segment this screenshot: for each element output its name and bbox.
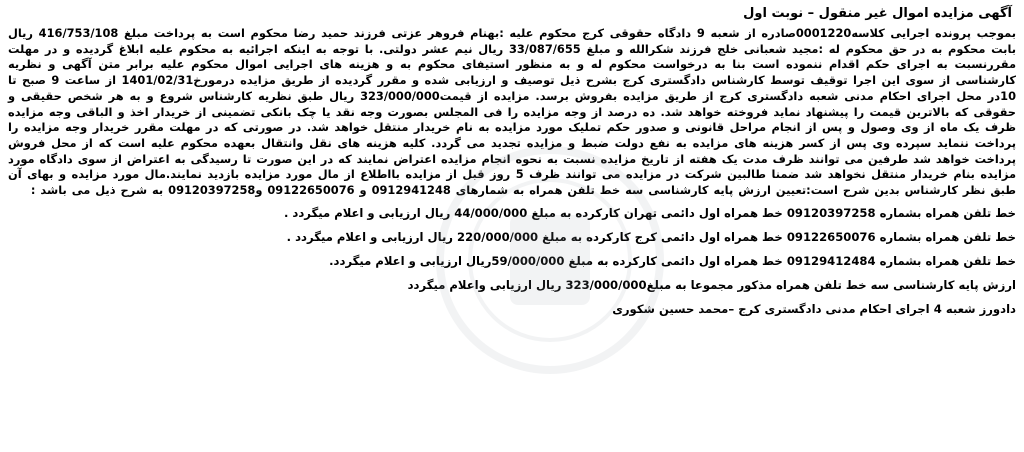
auction-notice: [8, 4, 1016, 448]
phone-lines-list: [8, 205, 1016, 293]
list-item: خط تلفن همراه بشماره 09120397258 خط همراه اول دائمی تهران کارکرده به مبلغ 44/000/000 ریال ارزیابی و اعلام میگردد .: [283, 205, 1016, 220]
list-item: خط تلفن همراه بشماره 09129412484 خط همراه اول دائمی کارکرده به مبلغ 59/000/000ریال ارزیابی و اعلام میگردد.: [329, 253, 1016, 268]
list-item: خط تلفن همراه بشماره 09122650076 خط همراه اول دائمی کرج کارکرده به مبلغ 220/000/000 ریال ارزیابی و اعلام میگردد .: [286, 229, 1016, 244]
notice-signature: دادورز شعبه 4 اجرای احکام مدنی دادگستری کرج –محمد حسین شکوری: [612, 301, 1016, 316]
notice-title: آگهی مزایده اموال غیر منقول – نوبت اول: [743, 6, 1012, 21]
notice-body: بموجب پرونده اجرایی کلاسه0001220صادره از شعبه 9 دادگاه حقوقی کرج محکوم علیه :بهنام فروهر عزتی فرزند حمید رضا محکوم است به پرداخت مبلغ 416/753/108 ریال بابت محکوم به در حق محکوم له :مجید شعبانی خلج فرزند شکرالله و مبلغ 33/087/655 ریال نیم عشر دولتی. با توجه به اینکه اجرائیه به محکوم علیه ابلاغ گردیده و در مهلت مقررنسبت به اجرای حکم اقدام ننموده است بنا به درخواست محکوم له و به منظور استیفای محکوم به و هزینه های اجرایی اموال محکوم علیه برابر متن آگهی و نظریه کارشناسی از سوی این اجرا توقیف توسط کارشناس دادگستری کرج بشرح ذیل توصیف و ارزیابی شده و مقرر گردیده از طریق مزایده درمورخ1401/02/31 از ساعت 9 صبح تا 10در محل اجرای احکام مدنی شعبه دادگستری کرج از طریق مزایده بفروش برسد. مزایده از قیمت323/000/000 ریال طبق نظریه کارشناس شروع و به هر شخص حقیقی و حقوقی که بالاترین قیمت را پیشنهاد نماید فروخته خواهد شد. ده درصد از وجه مزایده را فی المجلس بصورت وجه نقد یا چک بانکی تضمینی از خریدار اخذ و الباقی وجه مزایده ظرف یک ماه از وی وصول و پس از انجام مراحل قانونی و صدور حکم تملیک مورد مزایده به نام خریدار منتقل خواهد شد. در صورتی که در مهلت مقرر خریدار وجه مزایده را پرداخت ننماید سپرده وی پس از کسر هزینه های مزایده به نفع دولت ضبط و مزایده تجدید می گردد. کلیه هزینه های نقل وانتقال بعهده محکوم علیه است که از محل فروش پرداخت خواهد شد طرفین می توانند ظرف مدت یک هفته از تاریخ مزایده نسبت به نحوه انجام مزایده اعتراض نمایند که در این صورت تا رسیدگی به اعتراض از سوی دادگاه مورد مزایده بنام خریدار منتقل نخواهد شد ضمنا طالبین شرکت در مزایده می توانند ظرف 5 روز قبل از مزایده بااطلاع از مال مورد مزایده بازدید نمایند.مال مورد مزایده و بهای آن طبق نظر کارشناس بدین شرح است:تعیین ارزش پایه کارشناسی سه خط تلفن همراه به شمارهای 0912941248 و 09122650076 و09120397258 به شرح ذیل می باشد :: [7, 26, 1016, 198]
list-item: ارزش پایه کارشناسی سه خط تلفن همراه مذکور مجموعا به مبلغ323/000/000 ریال ارزیابی واعلام میگردد: [407, 277, 1016, 292]
